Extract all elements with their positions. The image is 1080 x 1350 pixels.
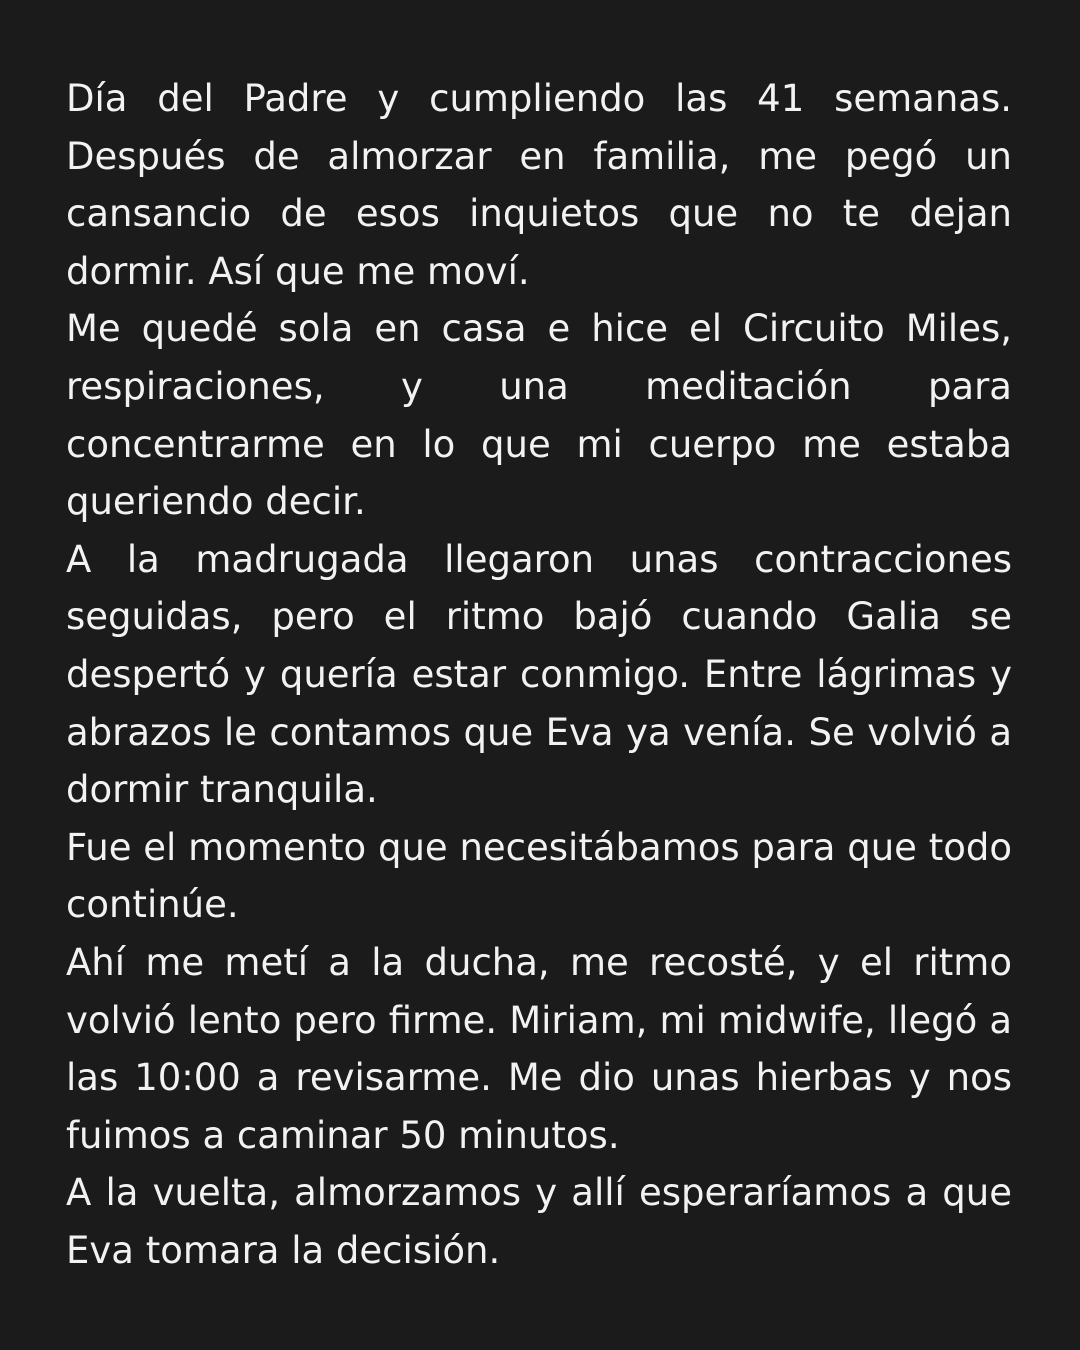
story-text (66, 70, 1012, 1279)
paragraph-2: Me quedé sola en casa e hice el Circuito Miles, respiraciones, y una meditación para concentrarme en lo que mi cuerpo me estaba queriendo decir. (66, 307, 1012, 524)
paragraph-4: Fue el momento que necesitábamos para que todo continúe. (66, 825, 1012, 927)
paragraph-3: A la madrugada llegaron unas contracciones seguidas, pero el ritmo bajó cuando Galia se despertó y quería estar conmigo. Entre lágrimas y abrazos le contamos que Eva ya venía. Se volvió a dormir tranquila. (66, 537, 1012, 812)
paragraph-1: Día del Padre y cumpliendo las 41 semanas. Después de almorzar en familia, me pegó un cansancio de esos inquietos que no te dejan dormir. Así que me moví. (66, 77, 1012, 293)
paragraph-5: Ahí me metí a la ducha, me recosté, y el ritmo volvió lento pero firme. Miriam, mi midwife, llegó a las 10:00 a revisarme. Me dio unas hierbas y nos fuimos a caminar 50 minutos. (66, 940, 1012, 1157)
paragraph-6: A la vuelta, almorzamos y allí esperaríamos a que Eva tomara la decisión. (66, 1171, 1012, 1272)
